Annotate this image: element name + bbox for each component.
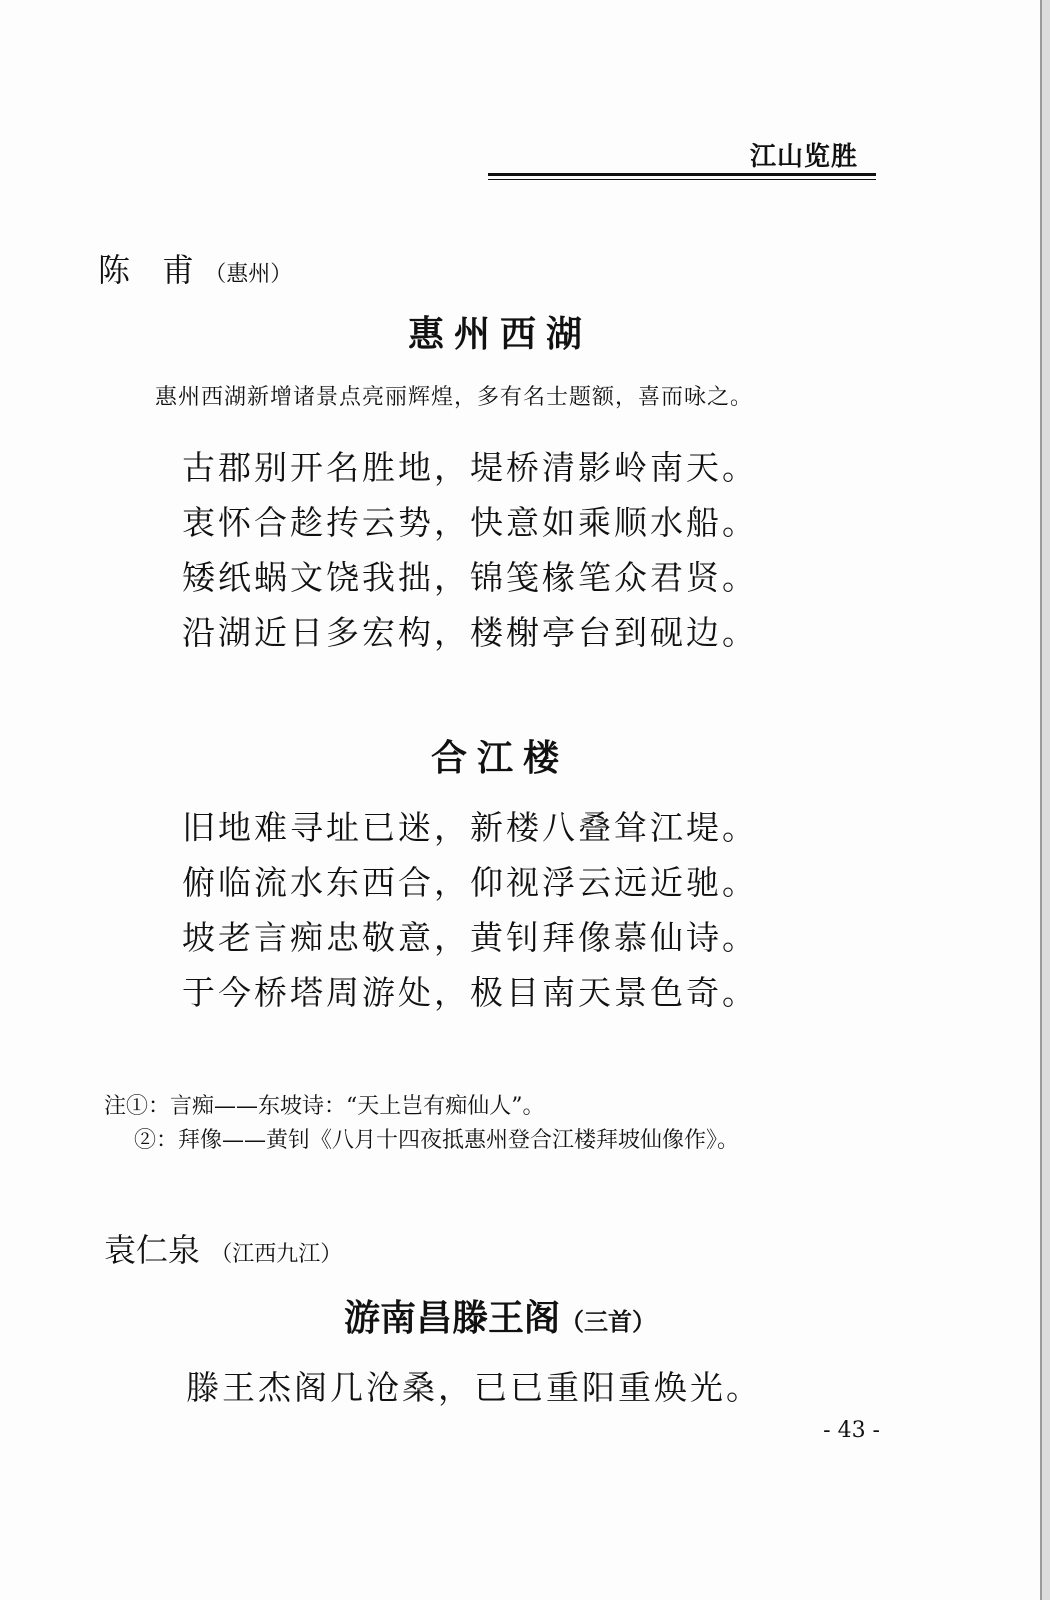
poem-verse — [186, 1360, 762, 1415]
verse-line: 滕王杰阁几沧桑，已已重阳重焕光。 — [186, 1368, 762, 1407]
author-line — [98, 245, 292, 291]
author-line — [104, 1225, 342, 1271]
poem-preface: 惠州西湖新增诸景点亮丽辉煌，多有名士题额，喜而咏之。 — [155, 385, 754, 410]
author-name: 陈 甫 — [98, 251, 195, 289]
section-title: 江山览胜 — [749, 142, 858, 172]
poem-title-suffix: （三首） — [560, 1307, 656, 1336]
verse-line: 沿湖近日多宏构，楼榭亭台到砚边。 — [182, 613, 758, 652]
verse-line: 衷怀合趁抟云势，快意如乘顺水船。 — [182, 503, 758, 542]
author-name: 袁仁泉 — [104, 1231, 201, 1269]
author-origin: （江西九江） — [210, 1242, 343, 1267]
poem-title: 合江楼 — [430, 737, 569, 779]
verse-line: 坡老言痴忠敬意，黄钊拜像慕仙诗。 — [182, 918, 758, 957]
poem-title: 惠州西湖 — [407, 313, 592, 355]
poem-title-text: 游南昌滕王阁 — [343, 1297, 560, 1339]
verse-line: 旧地难寻址已迷，新楼八叠耸江堤。 — [182, 808, 758, 847]
verse-line: 矮纸蜗文饶我拙，锦笺椽笔众君贤。 — [182, 558, 758, 597]
footnotes — [104, 1090, 739, 1158]
verse-line: 于今桥塔周游处，极目南天景色奇。 — [182, 973, 758, 1012]
footnote: 注①：言痴——东坡诗：“天上岂有痴仙人”。 — [104, 1094, 545, 1119]
page-number: - 43 - — [823, 1418, 880, 1443]
poem-verse — [182, 800, 758, 1020]
header-rule — [488, 173, 876, 180]
verse-line: 俯临流水东西合，仰视浮云远近驰。 — [182, 863, 758, 902]
footnote: ②：拜像——黄钊《八月十四夜抵惠州登合江楼拜坡仙像作》。 — [134, 1128, 740, 1153]
poem-title — [0, 1290, 1000, 1341]
verse-line: 古郡别开名胜地，堤桥清影岭南天。 — [182, 448, 758, 487]
poem-verse — [182, 440, 758, 660]
author-origin: （惠州） — [204, 262, 293, 287]
